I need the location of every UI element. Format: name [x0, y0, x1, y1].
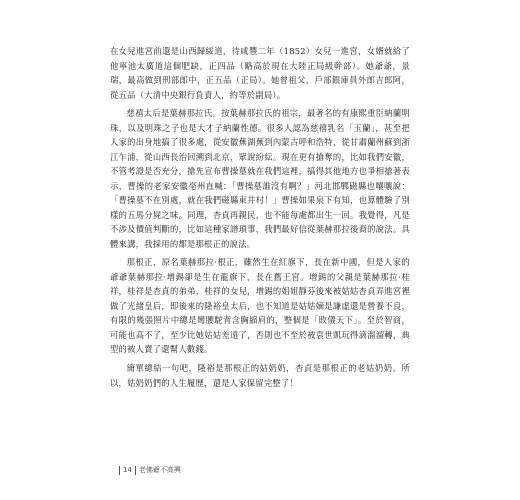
- paragraph-3: 那根正，原名葉赫那拉·根正，雖然生在紅旗下，長在新中國，但是人家的爺爺葉赫那拉·增錫卻是生在龍旗下，長在舊王宮。增錫的父親是葉赫那拉·桂祥，桂祥是杏貞的弟弟，桂祥的女兒，增錫的姐姐靜芬後來被姑姑杏貞弄進宮裡做了光緒皇后，即後來的隆裕皇太后，也不知道是姑姑嫡是謙虛還是營養不良，有限的幾張照片中總是彎腰駝背含胸縮肩的，整個是「敗儀天下」。至於智商，可能也高不了，至少比她姑姑差遠了，否則也不至於被袁世凱玩得滴溜溜轉，典型的被人賣了還幫人數錢。: [110, 257, 410, 355]
- paragraph-2: 慈禧太后是葉赫那拉氏。按葉赫那拉氏的祖宗，最著名的有康熙重臣納蘭明珠，以及明珠之子也是大才子納蘭性德。很多人認為慈禧乳名「玉蘭」，甚至把人家的出身地搞了很多處，從安徽蕪湖蕪到內蒙古呼和浩特，從甘肅蘭州蘇到浙江乍浦，從山西長治回溯到北京，眾說紛紜。現在更有搶奪的，比如我們安徽，不管考證是否充分，搶先宣布曹操墓就在我們這裡，搞得其他地方也爭相搶著表示，曹操的老家安徽亳州直喊：「曹操墓誰沒有啊？」河北邯鄲磁縣也嚷嚷說：「曹操墓不在別處，就在我們磁縣東井村！」曹操如果泉下有知，也算體驗了別樣的五馬分屍之味。同理，杏貞再親民，也不能每處都出生一回。我覺得，凡是不涉及價值判斷的，比如這種家譜瑣事，我們最好信從葉赫那拉後裔的說法。具體來講，我採用的都是那根正的說法。: [110, 108, 410, 249]
- page-footer: [116, 465, 181, 475]
- paragraph-1: 在女兒進宮前還是山西歸綏道，待咸豐二年（1852）女兒一進宮，女婿就給了他寧池太廣道這個肥缺，正四品（略高於現在大陸正局級幹部）。她爺爺，景瑞，最高做到刑部郎中，正五品（正局）。她曾祖父，戶部銀庫員外郎吉郎阿，從五品（大清中央銀行負責人，約等於副局）。: [110, 46, 410, 100]
- paragraph-4: 簡單總結一句吧，隆裕是那根正的姑奶奶，杏貞是那根正的老姑奶奶。所以，姑奶奶們的人生履歷，還是人家保留完整了！: [110, 363, 410, 388]
- page-number: 14: [123, 466, 132, 474]
- footer-divider: [135, 466, 136, 475]
- page-body: [110, 44, 410, 390]
- footer-divider: [119, 466, 120, 475]
- book-title: 老佛爺不高興: [138, 466, 181, 474]
